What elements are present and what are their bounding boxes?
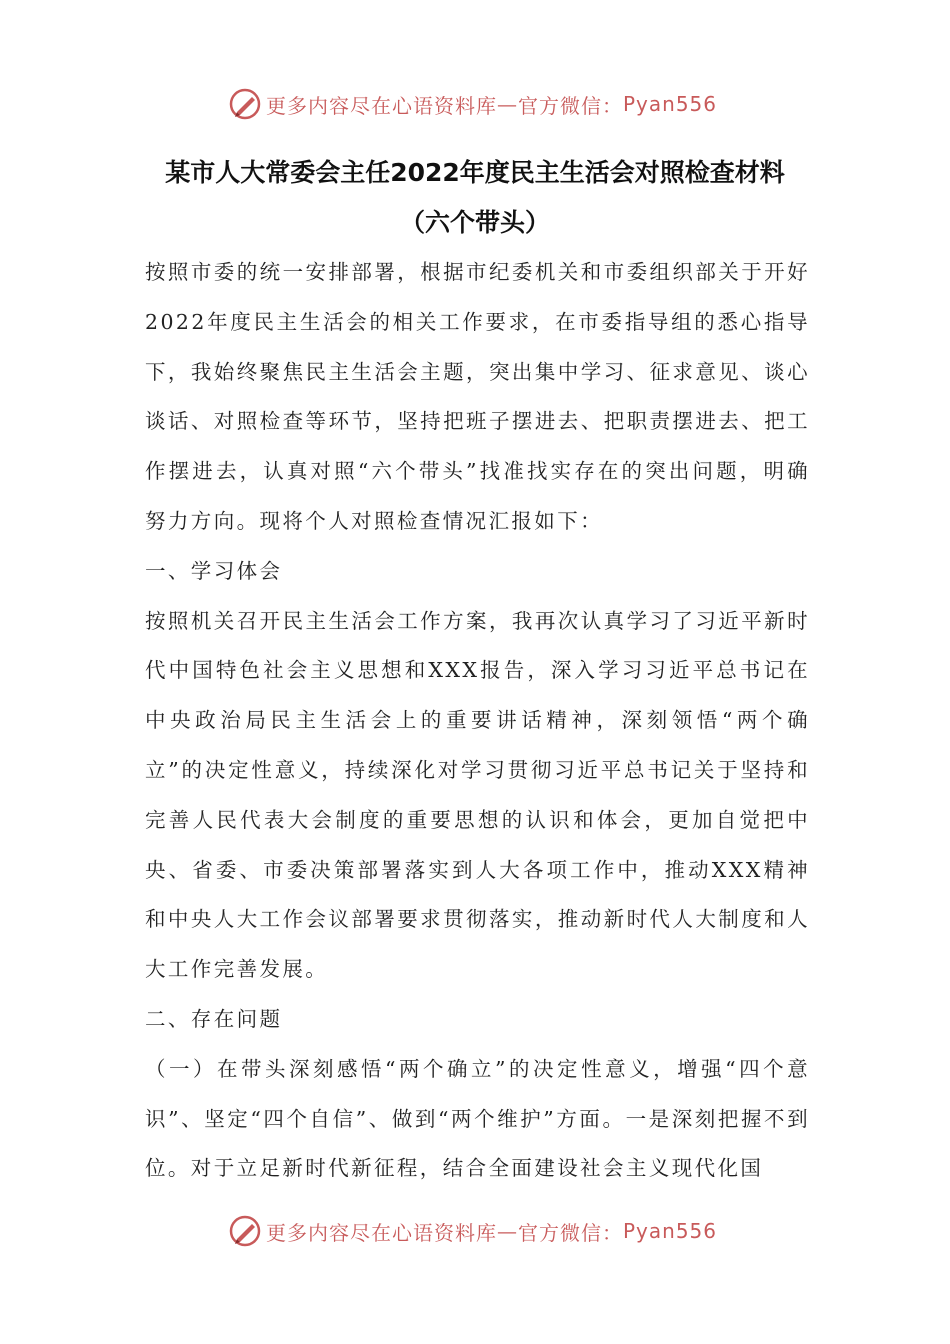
pen-logo-icon [228, 1214, 262, 1248]
watermark-text: 更多内容尽在心语资料库 [266, 93, 497, 118]
watermark-contact-id: Pyan556 [623, 1219, 718, 1243]
document-body [145, 248, 810, 1194]
study-paragraph: 按照机关召开民主生活会工作方案，我再次认真学习了习近平新时代中国特色社会主义思想和XXX报告，深入学习习近平总书记在中央政治局民主生活会上的重要讲话精神，深刻领悟“两个确立”的决定性意义，持续深化对学习贯彻习近平总书记关于坚持和完善人民代表大会制度的重要思想的认识和体会，更加自觉把中央、省委、市委决策部署落实到人大各项工作中，推动XXX精神和中央人大工作会议部署要求贯彻落实，推动新时代人大制度和人大工作完善发展。 [145, 608, 810, 982]
document-subtitle: （六个带头） [399, 208, 550, 237]
pen-logo-icon [228, 87, 262, 121]
watermark-text: 更多内容尽在心语资料库 [266, 1220, 497, 1245]
watermark-dash: — [497, 1219, 518, 1243]
watermark-contact-prefix: 官方微信： [518, 1220, 623, 1245]
watermark-banner-top [228, 84, 728, 124]
section-heading-study: 一、学习体会 [145, 558, 283, 583]
watermark-banner-bottom [228, 1211, 728, 1251]
section-heading-problems: 二、存在问题 [145, 1006, 283, 1031]
intro-paragraph: 按照市委的统一安排部署，根据市纪委机关和市委组织部关于开好2022年度民主生活会的相关工作要求，在市委指导组的悉心指导下，我始终聚焦民主生活会主题，突出集中学习、征求意见、谈心谈话、对照检查等环节，坚持把班子摆进去、把职责摆进去、把工作摆进去，认真对照“六个带头”找准找实存在的突出问题，明确努力方向。现将个人对照检查情况汇报如下： [145, 260, 810, 533]
watermark-contact-prefix: 官方微信： [518, 93, 623, 118]
watermark-dash: — [497, 92, 518, 116]
document-title: 某市人大常委会主任2022年度民主生活会对照检查材料 [165, 158, 785, 187]
watermark-contact-id: Pyan556 [623, 92, 718, 116]
problem-paragraph-1: （一）在带头深刻感悟“两个确立”的决定性意义，增强“四个意识”、坚定“四个自信”、做到“两个维护”方面。一是深刻把握不到位。对于立足新时代新征程，结合全面建设社会主义现代化国 [145, 1056, 810, 1181]
